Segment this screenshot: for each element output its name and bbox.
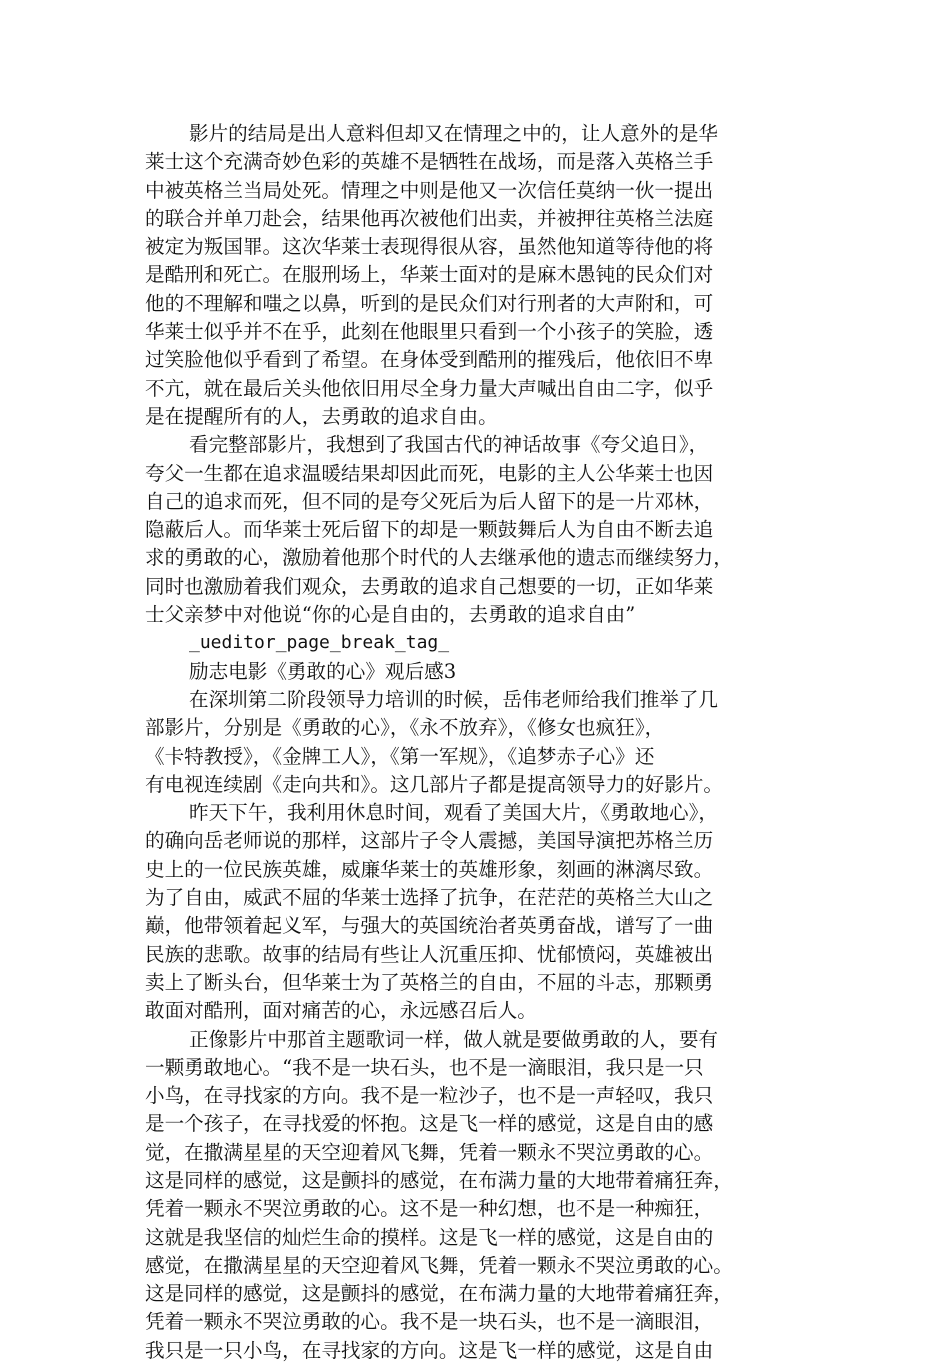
text-line: 的确向岳老师说的那样，这部片子令人震撼，美国导演把苏格兰历 xyxy=(145,829,714,853)
text-line: 华莱士似乎并不在乎，此刻在他眼里只看到一个小孩子的笑脸，透 xyxy=(145,320,714,344)
text-line: 是酷刑和死亡。在服刑场上，华莱士面对的是麻木愚钝的民众们对 xyxy=(145,263,714,287)
text-line: 看完整部影片，我想到了我国古代的神话故事《夸父追日》， xyxy=(189,433,709,457)
document-page xyxy=(145,120,810,1365)
text-line: 在深圳第二阶段领导力培训的时候，岳伟老师给我们推举了几 xyxy=(189,687,719,711)
page-break-tag: _ueditor_page_break_tag_ xyxy=(189,632,450,654)
text-line: 巅，他带领着起义军，与强大的英国统治者英勇奋战，谱写了一曲 xyxy=(145,914,714,938)
text-line: 影片的结局是出人意料但却又在情理之中的，让人意外的是华 xyxy=(189,122,719,145)
text-line: 《卡特教授》，《金牌工人》，《第一军规》，《追梦赤子心》还 xyxy=(145,744,655,768)
text-line: 凭着一颗永不哭泣勇敢的心。我不是一块石头，也不是一滴眼泪， xyxy=(145,1310,714,1334)
text-line: 这就是我坚信的灿烂生命的摸样。这是飞一样的感觉，这是自由的 xyxy=(145,1225,714,1249)
text-line: 正像影片中那首主题歌词一样，做人就是要做勇敢的人，要有 xyxy=(189,1027,719,1051)
text-line: 为了自由，威武不屈的华莱士选择了抗争，在茫茫的英格兰大山之 xyxy=(145,886,714,910)
text-line: 这是同样的感觉，这是颤抖的感觉，在布满力量的大地带着痛狂奔， xyxy=(145,1168,733,1192)
text-line: 过笑脸他似乎看到了希望。在身体受到酷刑的摧残后，他依旧不卑 xyxy=(145,348,714,372)
text-line: 自己的追求而死，但不同的是夸父死后为后人留下的是一片邓林， xyxy=(145,489,714,513)
text-line: 士父亲梦中对他说“你的心是自由的，去勇敢的追求自由” xyxy=(145,603,636,627)
text-line: 求的勇敢的心，激励着他那个时代的人去继承他的遗志而继续努力， xyxy=(145,546,733,570)
text-line: 觉，在撒满星星的天空迎着风飞舞，凭着一颗永不哭泣勇敢的心。 xyxy=(145,1140,714,1164)
text-line: 凭着一颗永不哭泣勇敢的心。这不是一种幻想，也不是一种痴狂， xyxy=(145,1197,714,1221)
text-line: 民族的悲歌。故事的结局有些让人沉重压抑、忧郁愤闷，英雄被出 xyxy=(145,942,714,966)
text-line: 莱士这个充满奇妙色彩的英雄不是牺牲在战场，而是落入英格兰手 xyxy=(145,150,714,174)
text-line: 这是同样的感觉，这是颤抖的感觉，在布满力量的大地带着痛狂奔， xyxy=(145,1282,733,1306)
text-line: 同时也激励着我们观众，去勇敢的追求自己想要的一切，正如华莱 xyxy=(145,574,714,598)
text-line: 昨天下午，我利用休息时间，观看了美国大片，《勇敢地心》， xyxy=(189,801,719,825)
text-line: 夸父一生都在追求温暖结果却因此而死，电影的主人公华莱士也因 xyxy=(145,461,714,485)
text-line: 励志电影《勇敢的心》观后感3 xyxy=(189,659,457,683)
text-line: 隐蔽后人。而华莱士死后留下的却是一颗鼓舞后人为自由不断去追 xyxy=(145,518,714,542)
text-line: 的联合并单刀赴会，结果他再次被他们出卖，并被押往英格兰法庭 xyxy=(145,206,714,230)
text-line: 敢面对酷刑，面对痛苦的心，永远感召后人。 xyxy=(145,999,537,1023)
text-line: 被定为叛国罪。这次华莱士表现得很从容，虽然他知道等待他的将 xyxy=(145,235,714,259)
text-line: 卖上了断头台，但华莱士为了英格兰的自由，不屈的斗志，那颗勇 xyxy=(145,970,714,994)
text-line: 他的不理解和嗤之以鼻，听到的是民众们对行刑者的大声附和，可 xyxy=(145,291,714,315)
text-line: 一颗勇敢地心。“我不是一块石头，也不是一滴眼泪，我只是一只 xyxy=(145,1055,704,1079)
text-line: 史上的一位民族英雄，威廉华莱士的英雄形象，刻画的淋漓尽致。 xyxy=(145,857,714,881)
text-line: 不亢，就在最后关头他依旧用尽全身力量大声喊出自由二字，似乎 xyxy=(145,376,714,400)
text-line: 是在提醒所有的人，去勇敢的追求自由。 xyxy=(145,404,498,428)
text-line: 中被英格兰当局处死。情理之中则是他又一次信任莫纳一伙一提出 xyxy=(145,178,714,202)
text-line: 我只是一只小鸟，在寻找家的方向。这是飞一样的感觉，这是自由 xyxy=(145,1338,714,1362)
text-line: 有电视连续剧《走向共和》。这几部片子都是提高领导力的好影片。 xyxy=(145,772,724,796)
text-line: 部影片，分别是《勇敢的心》，《永不放弃》，《修女也疯狂》， xyxy=(145,716,665,740)
text-line: 小鸟，在寻找家的方向。我不是一粒沙子，也不是一声轻叹，我只 xyxy=(145,1084,714,1108)
text-line: 感觉，在撒满星星的天空迎着风飞舞，凭着一颗永不哭泣勇敢的心。 xyxy=(145,1253,733,1277)
text-line: 是一个孩子，在寻找爱的怀抱。这是飞一样的感觉，这是自由的感 xyxy=(145,1112,714,1136)
